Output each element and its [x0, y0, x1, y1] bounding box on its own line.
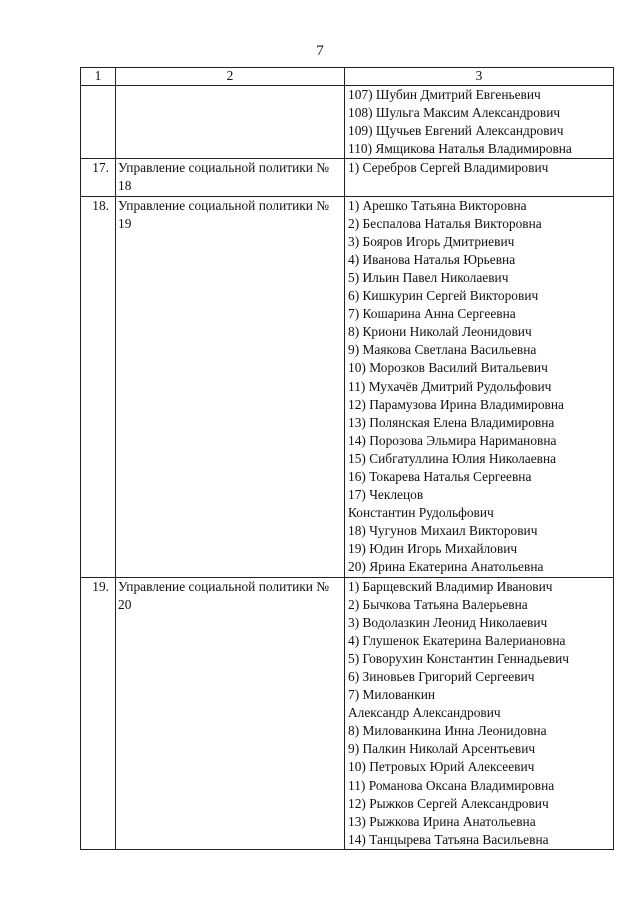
names-list	[345, 577, 614, 849]
column-header-2: 2	[116, 68, 345, 86]
person-name: 16) Токарева Наталья Сергеевна	[348, 468, 532, 484]
person-name: 7) Кошарина Анна Сергеевна	[348, 306, 516, 322]
column-header-3: 3	[345, 68, 614, 86]
person-name: 4) Иванова Наталья Юрьевна	[348, 251, 516, 267]
table-row	[81, 159, 614, 196]
column-header-1: 1	[81, 68, 116, 86]
person-name: 13) Полянская Елена Владимировна	[348, 414, 555, 430]
table-row	[81, 577, 614, 849]
page-number: 7	[316, 43, 324, 59]
person-name: 11) Романова Оксана Владимировна	[348, 777, 555, 793]
person-name: 9) Маякова Светлана Васильевна	[348, 342, 537, 358]
department-name: Управление социальной политики № 18	[116, 159, 345, 196]
person-name: 12) Парамузова Ирина Владимировна	[348, 396, 564, 412]
personnel-table	[80, 67, 614, 850]
person-name: 8) Криони Николай Леонидович	[348, 324, 532, 340]
table-row	[81, 86, 614, 159]
person-name: 9) Палкин Николай Арсентьевич	[348, 741, 536, 757]
person-name: 108) Шульга Максим Александрович	[348, 105, 561, 121]
person-name: 18) Чугунов Михаил Викторович	[348, 523, 538, 539]
table-row	[81, 196, 614, 577]
person-name: 12) Рыжков Сергей Александрович	[348, 795, 549, 811]
person-name: 1) Барщевский Владимир Иванович	[348, 578, 553, 594]
person-name: 1) Арешко Татьяна Викторовна	[348, 197, 527, 213]
person-name: 13) Рыжкова Ирина Анатольевна	[348, 813, 536, 829]
person-name: 7) Милованкин	[348, 687, 436, 703]
person-name: 14) Танцырева Татьяна Васильевна	[348, 831, 549, 847]
person-name: 8) Милованкина Инна Леонидовна	[348, 723, 547, 739]
department-name: Управление социальной политики № 20	[116, 577, 345, 849]
person-name: Александр Александрович	[348, 705, 501, 721]
row-number: 17.	[81, 159, 116, 196]
person-name: 3) Водолазкин Леонид Николаевич	[348, 614, 548, 630]
person-name: 3) Бояров Игорь Дмитриевич	[348, 233, 515, 249]
person-name: 2) Бычкова Татьяна Валерьевна	[348, 596, 528, 612]
person-name: 110) Ямщикова Наталья Владимировна	[348, 141, 572, 157]
person-name: 6) Зиновьев Григорий Сергеевич	[348, 669, 535, 684]
table-header-row	[81, 68, 614, 86]
person-name: 4) Глушенок Екатерина Валериановна	[348, 632, 566, 648]
person-name: 1) Серебров Сергей Владимирович	[348, 160, 549, 176]
row-number: 19.	[81, 577, 116, 849]
person-name: 5) Говорухин Константин Геннадьевич	[348, 650, 570, 666]
names-list	[345, 86, 614, 159]
person-name: 19) Юдин Игорь Михайлович	[348, 541, 518, 557]
names-list	[345, 159, 614, 196]
person-name: 2) Беспалова Наталья Викторовна	[348, 215, 542, 231]
person-name: 11) Мухачёв Дмитрий Рудольфович	[348, 378, 552, 394]
department-name	[116, 86, 345, 159]
person-name: 15) Сибгатуллина Юлия Николаевна	[348, 450, 557, 466]
person-name: 10) Морозков Василий Витальевич	[348, 360, 548, 376]
person-name: 107) Шубин Дмитрий Евгеньевич	[348, 87, 541, 102]
row-number	[81, 86, 116, 159]
person-name: 20) Ярина Екатерина Анатольевна	[348, 559, 544, 575]
department-name: Управление социальной политики № 19	[116, 196, 345, 577]
person-name: 17) Чеклецов	[348, 487, 424, 503]
person-name: Константин Рудольфович	[348, 505, 494, 521]
person-name: 10) Петровых Юрий Алексеевич	[348, 759, 535, 775]
names-list	[345, 196, 614, 577]
person-name: 5) Ильин Павел Николаевич	[348, 269, 509, 285]
person-name: 109) Щучьев Евгений Александрович	[348, 123, 564, 139]
person-name: 6) Кишкурин Сергей Викторович	[348, 288, 539, 304]
row-number: 18.	[81, 196, 116, 577]
person-name: 14) Порозова Эльмира Наримановна	[348, 432, 557, 448]
